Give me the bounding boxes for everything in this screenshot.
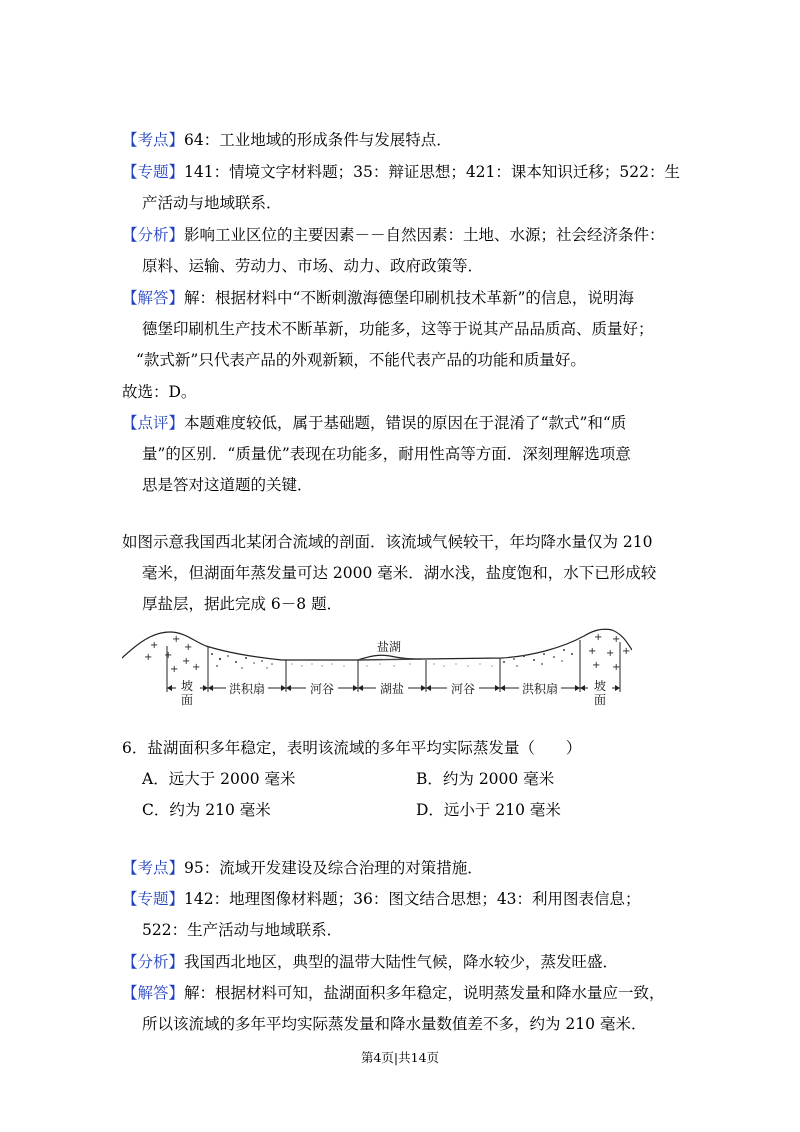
- jieda2-tag: 【解答】: [122, 984, 185, 1002]
- slope-label-right-1: 坡: [593, 679, 607, 693]
- jieda-tag: 【解答】: [122, 289, 185, 307]
- salt-label: 湖盐: [379, 682, 405, 696]
- svg-text:+: +: [612, 662, 621, 673]
- zhuanti2-cont: 522：生产活动与地域联系．: [142, 921, 343, 939]
- kaodian-tag: 【考点】: [122, 131, 185, 149]
- basin-profile-svg: [122, 626, 632, 710]
- svg-text:+: +: [172, 634, 181, 645]
- fan-label-right: 洪积扇: [521, 682, 559, 696]
- zhuanti-cont: 产活动与地域联系．: [142, 194, 282, 212]
- zhuanti-text: 141：情境文字材料题；35：辩证思想；421：课本知识迁移；522：生: [184, 163, 680, 181]
- dianping-cont-1: 量”的区别．“质量优”表现在功能多，耐用性高等方面．深刻理解选项意: [142, 445, 631, 463]
- slope-label-left-1: 坡: [180, 679, 194, 693]
- zhuanti2-tag: 【专题】: [122, 890, 185, 908]
- fenxi-cont: 原料、运输、劳动力、市场、动力、政府政策等．: [142, 257, 484, 275]
- fenxi2-text: 我国西北地区，典型的温带大陆性气候，降水较少，蒸发旺盛．: [184, 953, 619, 971]
- svg-text:+: +: [192, 662, 201, 673]
- intro-line-2: 毫米，但湖面年蒸发量可达 2000 毫米．湖水浅，盐度饱和，水下已形成较: [142, 564, 657, 582]
- basin-cross-section-figure: [122, 626, 632, 710]
- jieda2-cont: 所以该流域的多年平均实际蒸发量和降水量数值差不多，约为 210 毫米．: [142, 1015, 647, 1033]
- intro-line-1: 如图示意我国西北某闭合流域的剖面．该流域气候较干，年均降水量仅为 210: [122, 533, 653, 551]
- jieda-cont-1: 德堡印刷机生产技术不断革新，功能多，这等于说其产品品质高、质量好；: [142, 320, 654, 338]
- jieda2-text: 解：根据材料可知，盐湖面积多年稳定，说明蒸发量和降水量应一致，: [184, 984, 665, 1002]
- slope-label-left-2: 面: [180, 693, 194, 707]
- svg-text:+: +: [612, 634, 621, 645]
- fenxi-tag: 【分析】: [122, 226, 185, 244]
- kaodian-line-1: [122, 130, 452, 150]
- answer-line: 故选：D。: [122, 383, 197, 401]
- kaodian-text: 64：工业地域的形成条件与发展特点．: [184, 131, 452, 149]
- zhuanti2-text: 142：地理图像材料题；36：图文结合思想；43：利用图表信息；: [184, 890, 641, 908]
- kaodian2-text: 95：流域开发建设及综合治理的对策措施．: [184, 859, 483, 877]
- dianping-cont-2: 思是答对这道题的关键．: [142, 476, 313, 494]
- svg-text:+: +: [184, 642, 193, 653]
- svg-text:+: +: [594, 632, 603, 643]
- option-a: A．远大于 2000 毫米: [142, 770, 296, 788]
- dianping-text: 本题难度较低，属于基础题，错误的原因在于混淆了“款式”和“质: [184, 414, 627, 432]
- kaodian2-tag: 【考点】: [122, 859, 185, 877]
- page-footer: 第4页|共14页: [360, 1050, 440, 1065]
- slope-label-right-2: 面: [593, 693, 607, 707]
- dianping-line-1: [122, 413, 626, 433]
- zhuanti2-line: [122, 889, 641, 909]
- svg-text:+: +: [164, 650, 173, 661]
- zhuanti-line-1: [122, 162, 680, 182]
- fenxi2-line: [122, 952, 618, 972]
- svg-text:+: +: [144, 652, 153, 663]
- option-b: B．约为 2000 毫米: [416, 770, 555, 788]
- jieda-line-1: [122, 288, 634, 308]
- fenxi2-tag: 【分析】: [122, 953, 185, 971]
- valley-label-right: 河谷: [450, 682, 476, 696]
- jieda2-line: [122, 983, 665, 1003]
- svg-text:+: +: [150, 640, 159, 651]
- option-c: C．约为 210 毫米: [142, 801, 271, 819]
- svg-text:+: +: [588, 646, 597, 657]
- svg-text:+: +: [592, 660, 601, 671]
- svg-text:+: +: [622, 646, 631, 657]
- svg-text:+: +: [182, 656, 191, 667]
- kaodian2-line: [122, 858, 483, 878]
- dianping-tag: 【点评】: [122, 414, 185, 432]
- valley-label-left: 河谷: [309, 682, 335, 696]
- svg-text:+: +: [170, 664, 179, 675]
- fenxi-line-1: [122, 225, 665, 245]
- jieda-cont-2: “款式新”只代表产品的外观新颖，不能代表产品的功能和质量好。: [136, 351, 586, 369]
- intro-line-3: 厚盐层，据此完成 6－8 题．: [142, 595, 343, 613]
- fan-label-left: 洪积扇: [228, 682, 266, 696]
- jieda-text: 解：根据材料中“不断刺激海德堡印刷机技术革新”的信息，说明海: [184, 289, 634, 307]
- svg-text:+: +: [606, 648, 615, 659]
- fenxi-text: 影响工业区位的主要因素－－自然因素：土地、水源；社会经济条件：: [184, 226, 665, 244]
- valley-sediment-dots: [291, 663, 492, 666]
- zhuanti-tag: 【专题】: [122, 163, 185, 181]
- lake-label: 盐湖: [376, 640, 402, 654]
- lake-surface: [358, 659, 422, 660]
- option-d: D．远小于 210 毫米: [416, 801, 561, 819]
- question-stem: 6．盐湖面积多年稳定，表明该流域的多年平均实际蒸发量（ ）: [122, 739, 582, 757]
